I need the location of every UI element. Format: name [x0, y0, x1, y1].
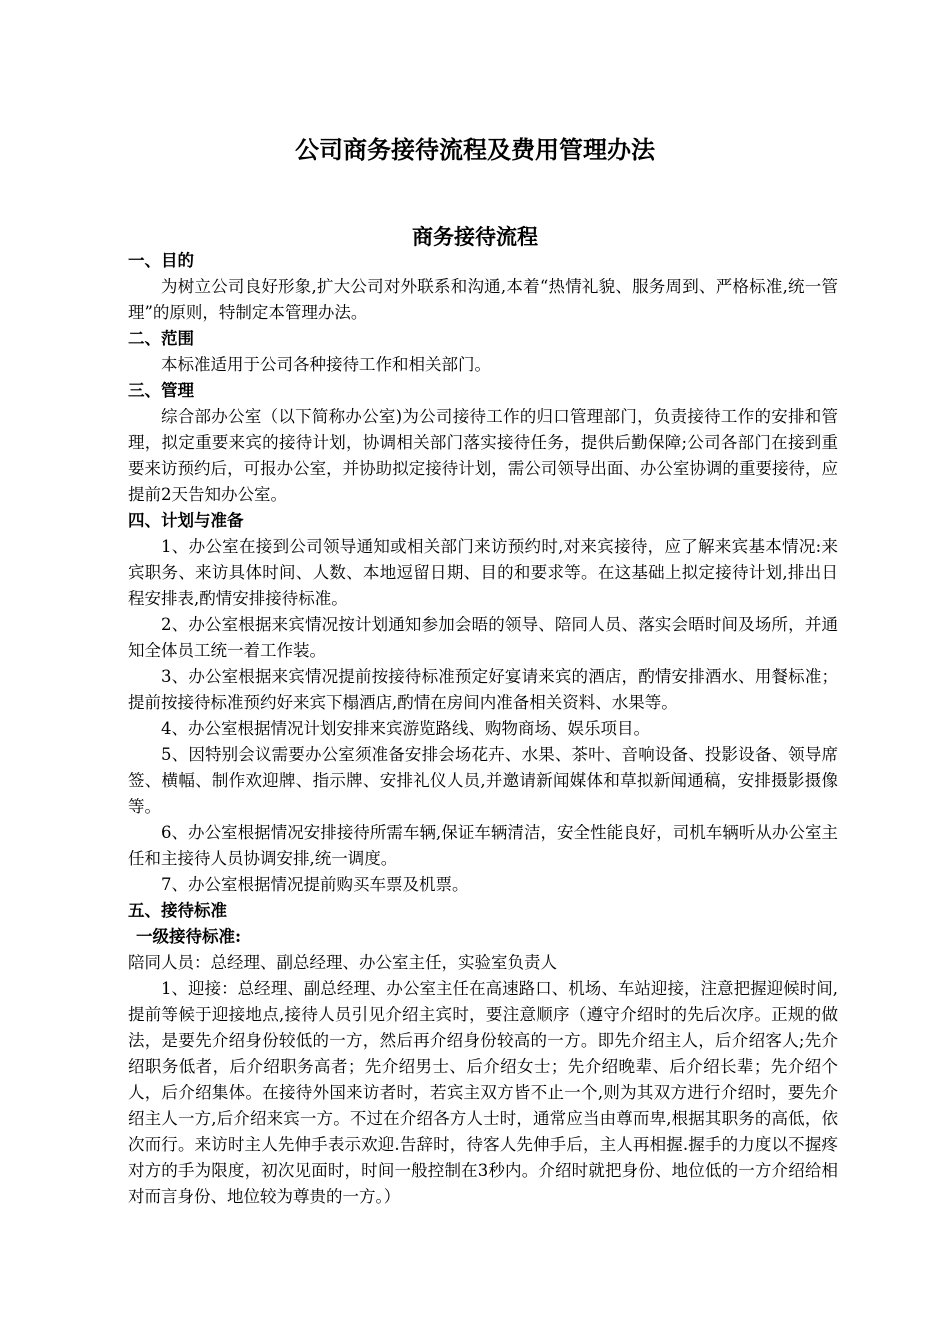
planning-item-3: 3、办公室根据来宾情况提前按接待标准预定好宴请来宾的酒店，酌情安排酒水、用餐标准；提前按接待标准预约好来宾下榻酒店,酌情在房间内准备相关资料、水果等。 — [128, 667, 838, 712]
heading-planning: 四、计划与准备 — [128, 511, 244, 530]
planning-item-6: 6、办公室根据情况安排接待所需车辆,保证车辆清洁，安全性能良好，司机车辆听从办公室主任和主接待人员协调安排,统一调度。 — [128, 823, 838, 868]
paragraph-scope: 本标准适用于公司各种接待工作和相关部门。 — [161, 355, 491, 374]
planning-item-5: 5、因特别会议需要办公室须准备安排会场花卉、水果、茶叶、音响设备、投影设备、领导席签、横幅、制作欢迎牌、指示牌、安排礼仪人员,并邀请新闻媒体和草拟新闻通稿，安排摄影摄像等。 — [128, 745, 838, 816]
planning-item-1: 1、办公室在接到公司领导通知或相关部门来访预约时,对来宾接待，应了解来宾基本情况:来宾职务、来访具体时间、人数、本地逗留日期、目的和要求等。在这基础上拟定接待计划,排出日程安排表,酌情安排接待标准。 — [128, 537, 838, 608]
planning-item-2: 2、办公室根据来宾情况按计划通知参加会晤的领导、陪同人员、落实会晤时间及场所，并通知全体员工统一着工作装。 — [128, 615, 838, 660]
paragraph-purpose: 为树立公司良好形象,扩大公司对外联系和沟通,本着“热情礼貌、服务周到、严格标准,统一管理”的原则，特制定本管理办法。 — [128, 277, 838, 322]
heading-scope: 二、范围 — [128, 329, 194, 348]
planning-item-4: 4、办公室根据情况计划安排来宾游览路线、购物商场、娱乐项目。 — [161, 719, 650, 738]
heading-management: 三、管理 — [128, 381, 194, 400]
document-body — [128, 248, 838, 1210]
heading-standards: 五、接待标准 — [128, 901, 227, 920]
document-title: 公司商务接待流程及费用管理办法 — [295, 135, 655, 164]
accompany-line: 陪同人员：总经理、副总经理、办公室主任，实验室负责人 — [128, 953, 557, 972]
standards-item-1: 1、迎接：总经理、副总经理、办公室主任在高速路口、机场、车站迎接，注意把握迎候时间,提前等候于迎接地点,接待人员引见介绍主宾时，要注意顺序（遵守介绍时的先后次序。正规的做法，是要先介绍身份较低的一方，然后再介绍身份较高的一方。即先介绍主人，后介绍客人;先介绍职务低者，后介绍职务高者；先介绍男士、后介绍女士；先介绍晚辈、后介绍长辈；先介绍个人，后介绍集体。在接待外国来访者时，若宾主双方皆不止一个,则为其双方进行介绍时，要先介绍主人一方,后介绍来宾一方。不过在介绍各方人士时，通常应当由尊而卑,根据其职务的高低，依次而行。来访时主人先伸手表示欢迎.告辞时，待客人先伸手后，主人再相握.握手的力度以不握疼对方的手为限度，初次见面时，时间一般控制在3秒内。介绍时就把身份、地位低的一方介绍给相对而言身份、地位较为尊贵的一方。） — [128, 979, 838, 1206]
planning-item-7: 7、办公室根据情况提前购买车票及机票。 — [161, 875, 469, 894]
heading-purpose: 一、目的 — [128, 251, 194, 270]
level1-heading: 一级接待标准: — [136, 927, 242, 946]
paragraph-management: 综合部办公室（以下简称办公室)为公司接待工作的归口管理部门，负责接待工作的安排和管理，拟定重要来宾的接待计划，协调相关部门落实接待任务，提供后勤保障;公司各部门在接到重要来访预约后，可报办公室，并协助拟定接待计划，需公司领导出面、办公室协调的重要接待，应提前2天告知办公室。 — [128, 407, 838, 504]
section-title: 商务接待流程 — [412, 224, 538, 249]
